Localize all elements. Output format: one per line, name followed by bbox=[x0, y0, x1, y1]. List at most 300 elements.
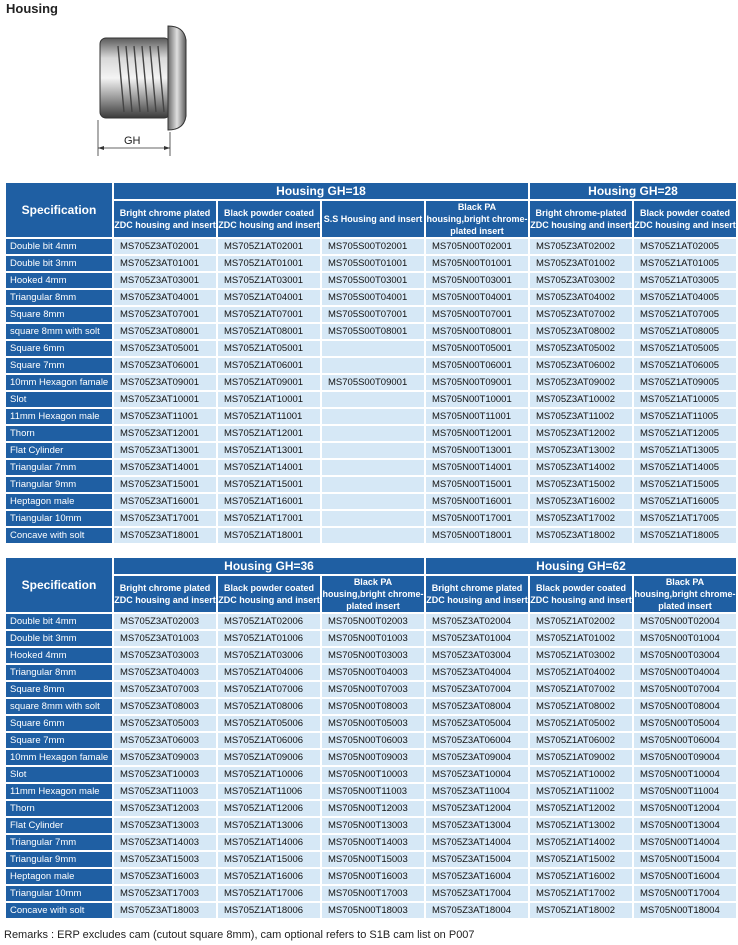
row-label: Flat Cylinder bbox=[6, 443, 112, 458]
part-number-cell: MS705Z1AT02001 bbox=[218, 239, 320, 254]
part-number-cell: MS705Z3AT08002 bbox=[530, 324, 632, 339]
part-number-cell: MS705Z1AT13002 bbox=[530, 818, 632, 833]
table-row bbox=[6, 358, 736, 373]
part-number-cell: MS705N00T11001 bbox=[426, 409, 528, 424]
part-number-cell: MS705N00T16001 bbox=[426, 494, 528, 509]
part-number-cell: MS705N00T11003 bbox=[322, 784, 424, 799]
part-number-cell: MS705Z3AT02001 bbox=[114, 239, 216, 254]
table-body bbox=[6, 614, 736, 918]
part-number-cell: MS705Z1AT07005 bbox=[634, 307, 736, 322]
part-number-cell: MS705N00T07001 bbox=[426, 307, 528, 322]
part-number-cell bbox=[322, 528, 424, 543]
part-number-cell: MS705N00T18003 bbox=[322, 903, 424, 918]
part-number-cell: MS705Z1AT07002 bbox=[530, 682, 632, 697]
table-row bbox=[6, 682, 736, 697]
part-number-cell: MS705Z1AT18001 bbox=[218, 528, 320, 543]
part-number-cell: MS705Z3AT09003 bbox=[114, 750, 216, 765]
part-number-cell: MS705N00T14003 bbox=[322, 835, 424, 850]
row-label: Square 6mm bbox=[6, 341, 112, 356]
part-number-cell: MS705Z1AT18002 bbox=[530, 903, 632, 918]
row-label: 11mm Hexagon male bbox=[6, 409, 112, 424]
column-header-row bbox=[6, 576, 736, 612]
part-number-cell: MS705Z1AT11002 bbox=[530, 784, 632, 799]
part-number-cell: MS705Z3AT13001 bbox=[114, 443, 216, 458]
row-label: Concave with solt bbox=[6, 528, 112, 543]
part-number-cell: MS705N00T09003 bbox=[322, 750, 424, 765]
part-number-cell: MS705S00T09001 bbox=[322, 375, 424, 390]
table-row bbox=[6, 716, 736, 731]
part-number-cell: MS705Z1AT10006 bbox=[218, 767, 320, 782]
part-number-cell: MS705Z1AT11006 bbox=[218, 784, 320, 799]
part-number-cell: MS705N00T17001 bbox=[426, 511, 528, 526]
part-number-cell: MS705Z1AT13006 bbox=[218, 818, 320, 833]
part-number-cell: MS705Z3AT06004 bbox=[426, 733, 528, 748]
part-number-cell: MS705Z1AT17002 bbox=[530, 886, 632, 901]
part-number-cell: MS705Z3AT17001 bbox=[114, 511, 216, 526]
table-row bbox=[6, 511, 736, 526]
part-number-cell: MS705N00T12001 bbox=[426, 426, 528, 441]
part-number-cell: MS705Z3AT05003 bbox=[114, 716, 216, 731]
table-row bbox=[6, 835, 736, 850]
table-row bbox=[6, 903, 736, 918]
part-number-cell: MS705Z3AT06002 bbox=[530, 358, 632, 373]
part-number-cell: MS705Z3AT13002 bbox=[530, 443, 632, 458]
part-number-cell: MS705N00T14001 bbox=[426, 460, 528, 475]
part-number-cell: MS705N00T17004 bbox=[634, 886, 736, 901]
part-number-cell: MS705Z1AT05002 bbox=[530, 716, 632, 731]
part-number-cell: MS705Z3AT03003 bbox=[114, 648, 216, 663]
part-number-cell: MS705Z1AT17006 bbox=[218, 886, 320, 901]
row-label: Triangular 7mm bbox=[6, 835, 112, 850]
column-header: Black powder coated ZDC housing and insert bbox=[530, 576, 632, 612]
part-number-cell: MS705N00T06003 bbox=[322, 733, 424, 748]
part-number-cell bbox=[322, 460, 424, 475]
row-label: Thorn bbox=[6, 426, 112, 441]
part-number-cell: MS705N00T15001 bbox=[426, 477, 528, 492]
part-number-cell: MS705N00T05004 bbox=[634, 716, 736, 731]
part-number-cell: MS705Z3AT15001 bbox=[114, 477, 216, 492]
part-number-cell: MS705Z1AT03002 bbox=[530, 648, 632, 663]
row-label: 10mm Hexagon famale bbox=[6, 375, 112, 390]
table-row bbox=[6, 733, 736, 748]
part-number-cell: MS705Z1AT04005 bbox=[634, 290, 736, 305]
part-number-cell: MS705Z1AT14001 bbox=[218, 460, 320, 475]
table-row bbox=[6, 886, 736, 901]
part-number-cell: MS705Z3AT12002 bbox=[530, 426, 632, 441]
part-number-cell: MS705N00T04004 bbox=[634, 665, 736, 680]
part-number-cell: MS705Z3AT06001 bbox=[114, 358, 216, 373]
part-number-cell: MS705N00T06004 bbox=[634, 733, 736, 748]
part-number-cell: MS705N00T07004 bbox=[634, 682, 736, 697]
housing-table-gh36-gh62 bbox=[4, 556, 738, 920]
part-number-cell: MS705Z3AT02004 bbox=[426, 614, 528, 629]
row-label: 10mm Hexagon famale bbox=[6, 750, 112, 765]
part-number-cell: MS705Z3AT16004 bbox=[426, 869, 528, 884]
part-number-cell: MS705Z3AT18003 bbox=[114, 903, 216, 918]
part-number-cell: MS705S00T04001 bbox=[322, 290, 424, 305]
part-number-cell: MS705N00T04003 bbox=[322, 665, 424, 680]
part-number-cell: MS705S00T01001 bbox=[322, 256, 424, 271]
part-number-cell: MS705Z3AT13004 bbox=[426, 818, 528, 833]
part-number-cell: MS705Z3AT03004 bbox=[426, 648, 528, 663]
row-label: Double bit 3mm bbox=[6, 631, 112, 646]
row-label: Triangular 10mm bbox=[6, 886, 112, 901]
part-number-cell: MS705Z3AT12004 bbox=[426, 801, 528, 816]
part-number-cell: MS705N00T03001 bbox=[426, 273, 528, 288]
part-number-cell: MS705Z3AT14003 bbox=[114, 835, 216, 850]
part-number-cell: MS705Z1AT03001 bbox=[218, 273, 320, 288]
part-number-cell: MS705N00T05001 bbox=[426, 341, 528, 356]
row-label: Square 8mm bbox=[6, 682, 112, 697]
row-label: Flat Cylinder bbox=[6, 818, 112, 833]
part-number-cell: MS705Z3AT10003 bbox=[114, 767, 216, 782]
group-header-gh18: Housing GH=18 bbox=[114, 183, 528, 199]
part-number-cell: MS705Z1AT01006 bbox=[218, 631, 320, 646]
part-number-cell: MS705N00T16003 bbox=[322, 869, 424, 884]
column-header: S.S Housing and insert bbox=[322, 201, 424, 237]
table-row bbox=[6, 290, 736, 305]
part-number-cell: MS705N00T05003 bbox=[322, 716, 424, 731]
table-row bbox=[6, 631, 736, 646]
part-number-cell: MS705Z1AT10001 bbox=[218, 392, 320, 407]
gh-dimension-label: GH bbox=[124, 135, 141, 147]
table-row bbox=[6, 494, 736, 509]
part-number-cell: MS705N00T16004 bbox=[634, 869, 736, 884]
part-number-cell: MS705N00T10004 bbox=[634, 767, 736, 782]
part-number-cell bbox=[322, 477, 424, 492]
row-label: square 8mm with solt bbox=[6, 699, 112, 714]
part-number-cell: MS705Z1AT08005 bbox=[634, 324, 736, 339]
column-header: Black powder coated ZDC housing and insert bbox=[634, 201, 736, 237]
part-number-cell bbox=[322, 426, 424, 441]
part-number-cell: MS705Z3AT02003 bbox=[114, 614, 216, 629]
part-number-cell: MS705N00T12004 bbox=[634, 801, 736, 816]
row-label: Triangular 8mm bbox=[6, 290, 112, 305]
table-row bbox=[6, 375, 736, 390]
table-row bbox=[6, 426, 736, 441]
part-number-cell: MS705N00T13003 bbox=[322, 818, 424, 833]
row-label: Concave with solt bbox=[6, 903, 112, 918]
table-row bbox=[6, 477, 736, 492]
row-label: Square 6mm bbox=[6, 716, 112, 731]
group-header-gh36: Housing GH=36 bbox=[114, 558, 424, 574]
row-label: square 8mm with solt bbox=[6, 324, 112, 339]
part-number-cell: MS705Z3AT03002 bbox=[530, 273, 632, 288]
part-number-cell: MS705Z3AT10002 bbox=[530, 392, 632, 407]
row-label: Heptagon male bbox=[6, 494, 112, 509]
part-number-cell: MS705N00T14004 bbox=[634, 835, 736, 850]
part-number-cell: MS705Z3AT11003 bbox=[114, 784, 216, 799]
part-number-cell: MS705Z3AT07002 bbox=[530, 307, 632, 322]
spec-header: Specification bbox=[6, 183, 112, 237]
part-number-cell: MS705Z1AT11001 bbox=[218, 409, 320, 424]
part-number-cell: MS705Z3AT11002 bbox=[530, 409, 632, 424]
table-row bbox=[6, 801, 736, 816]
table-row bbox=[6, 869, 736, 884]
part-number-cell: MS705Z1AT16006 bbox=[218, 869, 320, 884]
column-header: Black PA housing,bright chrome-plated insert bbox=[634, 577, 736, 611]
column-header-row bbox=[6, 201, 736, 237]
remarks-note: Remarks : ERP excludes cam (cutout square 8mm), cam optional refers to S1B cam list on P007 bbox=[4, 929, 475, 941]
part-number-cell: MS705Z1AT05005 bbox=[634, 341, 736, 356]
column-header: Bright chrome-plated ZDC housing and insert bbox=[530, 201, 632, 237]
part-number-cell: MS705Z1AT01002 bbox=[530, 631, 632, 646]
table-row bbox=[6, 443, 736, 458]
part-number-cell: MS705S00T03001 bbox=[322, 273, 424, 288]
part-number-cell: MS705N00T13001 bbox=[426, 443, 528, 458]
part-number-cell: MS705Z3AT02002 bbox=[530, 239, 632, 254]
table-row bbox=[6, 307, 736, 322]
part-number-cell: MS705Z1AT12006 bbox=[218, 801, 320, 816]
part-number-cell: MS705N00T11004 bbox=[634, 784, 736, 799]
part-number-cell: MS705Z1AT12002 bbox=[530, 801, 632, 816]
part-number-cell: MS705Z1AT04001 bbox=[218, 290, 320, 305]
group-header-gh28: Housing GH=28 bbox=[530, 183, 736, 199]
part-number-cell: MS705Z1AT04006 bbox=[218, 665, 320, 680]
part-number-cell: MS705S00T02001 bbox=[322, 239, 424, 254]
part-number-cell: MS705S00T07001 bbox=[322, 307, 424, 322]
part-number-cell: MS705Z3AT18004 bbox=[426, 903, 528, 918]
part-number-cell: MS705Z3AT09004 bbox=[426, 750, 528, 765]
table-row bbox=[6, 665, 736, 680]
part-number-cell: MS705N00T07003 bbox=[322, 682, 424, 697]
row-label: Double bit 4mm bbox=[6, 239, 112, 254]
table-row bbox=[6, 239, 736, 254]
spec-header: Specification bbox=[6, 558, 112, 612]
table-row bbox=[6, 341, 736, 356]
column-header: Black PA housing,bright chrome-plated insert bbox=[322, 577, 424, 611]
part-number-cell: MS705N00T08001 bbox=[426, 324, 528, 339]
part-number-cell: MS705Z1AT04002 bbox=[530, 665, 632, 680]
part-number-cell: MS705Z1AT11005 bbox=[634, 409, 736, 424]
table-row bbox=[6, 699, 736, 714]
part-number-cell: MS705Z3AT17002 bbox=[530, 511, 632, 526]
part-number-cell: MS705Z1AT09005 bbox=[634, 375, 736, 390]
part-number-cell: MS705Z1AT03006 bbox=[218, 648, 320, 663]
part-number-cell: MS705Z1AT17001 bbox=[218, 511, 320, 526]
part-number-cell: MS705Z1AT17005 bbox=[634, 511, 736, 526]
column-header: Black powder coated ZDC housing and insert bbox=[218, 201, 320, 237]
part-number-cell: MS705Z3AT04002 bbox=[530, 290, 632, 305]
part-number-cell: MS705Z3AT08004 bbox=[426, 699, 528, 714]
part-number-cell: MS705Z3AT17004 bbox=[426, 886, 528, 901]
part-number-cell: MS705Z1AT02002 bbox=[530, 614, 632, 629]
housing-illustration bbox=[90, 20, 200, 160]
part-number-cell bbox=[322, 443, 424, 458]
part-number-cell: MS705N00T10001 bbox=[426, 392, 528, 407]
part-number-cell: MS705Z3AT16001 bbox=[114, 494, 216, 509]
part-number-cell: MS705N00T08003 bbox=[322, 699, 424, 714]
row-label: Hooked 4mm bbox=[6, 273, 112, 288]
row-label: Double bit 3mm bbox=[6, 256, 112, 271]
table-row bbox=[6, 256, 736, 271]
part-number-cell: MS705Z3AT04003 bbox=[114, 665, 216, 680]
part-number-cell: MS705N00T15004 bbox=[634, 852, 736, 867]
part-number-cell: MS705Z1AT15005 bbox=[634, 477, 736, 492]
part-number-cell: MS705Z1AT02006 bbox=[218, 614, 320, 629]
part-number-cell: MS705Z3AT17003 bbox=[114, 886, 216, 901]
row-label: Triangular 9mm bbox=[6, 477, 112, 492]
part-number-cell: MS705Z3AT04004 bbox=[426, 665, 528, 680]
part-number-cell: MS705Z3AT11001 bbox=[114, 409, 216, 424]
part-number-cell: MS705Z3AT08003 bbox=[114, 699, 216, 714]
part-number-cell bbox=[322, 494, 424, 509]
part-number-cell: MS705Z3AT05004 bbox=[426, 716, 528, 731]
column-header: Black powder coated ZDC housing and insert bbox=[218, 576, 320, 612]
part-number-cell bbox=[322, 341, 424, 356]
part-number-cell: MS705Z1AT13005 bbox=[634, 443, 736, 458]
table-row bbox=[6, 324, 736, 339]
part-number-cell: MS705N00T04001 bbox=[426, 290, 528, 305]
part-number-cell: MS705Z1AT18006 bbox=[218, 903, 320, 918]
part-number-cell: MS705Z3AT07001 bbox=[114, 307, 216, 322]
table-row bbox=[6, 750, 736, 765]
part-number-cell: MS705Z3AT16002 bbox=[530, 494, 632, 509]
part-number-cell: MS705Z1AT14005 bbox=[634, 460, 736, 475]
row-label: Triangular 10mm bbox=[6, 511, 112, 526]
part-number-cell: MS705Z1AT16002 bbox=[530, 869, 632, 884]
table-row bbox=[6, 273, 736, 288]
part-number-cell bbox=[322, 511, 424, 526]
part-number-cell: MS705Z3AT01001 bbox=[114, 256, 216, 271]
table-row bbox=[6, 818, 736, 833]
part-number-cell: MS705N00T18001 bbox=[426, 528, 528, 543]
part-number-cell: MS705N00T18004 bbox=[634, 903, 736, 918]
part-number-cell: MS705Z3AT11004 bbox=[426, 784, 528, 799]
part-number-cell: MS705Z1AT07006 bbox=[218, 682, 320, 697]
part-number-cell: MS705Z1AT06002 bbox=[530, 733, 632, 748]
part-number-cell: MS705Z3AT18001 bbox=[114, 528, 216, 543]
table-row bbox=[6, 614, 736, 629]
part-number-cell: MS705Z3AT13003 bbox=[114, 818, 216, 833]
part-number-cell: MS705Z1AT01001 bbox=[218, 256, 320, 271]
part-number-cell: MS705Z3AT04001 bbox=[114, 290, 216, 305]
part-number-cell: MS705Z3AT07003 bbox=[114, 682, 216, 697]
column-header: Bright chrome plated ZDC housing and insert bbox=[114, 201, 216, 237]
part-number-cell bbox=[322, 358, 424, 373]
part-number-cell: MS705S00T08001 bbox=[322, 324, 424, 339]
part-number-cell: MS705N00T12003 bbox=[322, 801, 424, 816]
part-number-cell: MS705Z1AT09001 bbox=[218, 375, 320, 390]
part-number-cell: MS705Z1AT01005 bbox=[634, 256, 736, 271]
part-number-cell: MS705Z1AT16001 bbox=[218, 494, 320, 509]
row-label: Slot bbox=[6, 767, 112, 782]
table-body bbox=[6, 239, 736, 543]
group-header-gh62: Housing GH=62 bbox=[426, 558, 736, 574]
table-row bbox=[6, 852, 736, 867]
column-header: Bright chrome plated ZDC housing and insert bbox=[426, 576, 528, 612]
part-number-cell: MS705N00T02001 bbox=[426, 239, 528, 254]
housing-table-gh18-gh28 bbox=[4, 181, 738, 545]
part-number-cell: MS705Z1AT18005 bbox=[634, 528, 736, 543]
part-number-cell: MS705Z1AT09006 bbox=[218, 750, 320, 765]
part-number-cell: MS705N00T02003 bbox=[322, 614, 424, 629]
part-number-cell: MS705N00T09004 bbox=[634, 750, 736, 765]
part-number-cell: MS705Z3AT15004 bbox=[426, 852, 528, 867]
part-number-cell: MS705Z3AT14004 bbox=[426, 835, 528, 850]
part-number-cell: MS705Z1AT05001 bbox=[218, 341, 320, 356]
part-number-cell: MS705Z1AT14002 bbox=[530, 835, 632, 850]
part-number-cell: MS705Z1AT10002 bbox=[530, 767, 632, 782]
row-label: Hooked 4mm bbox=[6, 648, 112, 663]
part-number-cell: MS705Z3AT05002 bbox=[530, 341, 632, 356]
row-label: Square 7mm bbox=[6, 358, 112, 373]
row-label: Double bit 4mm bbox=[6, 614, 112, 629]
column-header: Black PA housing,bright chrome-plated insert bbox=[426, 202, 528, 236]
row-label: Square 8mm bbox=[6, 307, 112, 322]
row-label: Thorn bbox=[6, 801, 112, 816]
row-label: Heptagon male bbox=[6, 869, 112, 884]
table-row bbox=[6, 784, 736, 799]
part-number-cell: MS705N00T01004 bbox=[634, 631, 736, 646]
part-number-cell: MS705Z3AT16003 bbox=[114, 869, 216, 884]
housing-drawing bbox=[90, 20, 200, 165]
part-number-cell: MS705Z1AT08001 bbox=[218, 324, 320, 339]
part-number-cell: MS705Z1AT05006 bbox=[218, 716, 320, 731]
part-number-cell: MS705Z1AT03005 bbox=[634, 273, 736, 288]
part-number-cell: MS705Z1AT02005 bbox=[634, 239, 736, 254]
part-number-cell: MS705Z3AT01003 bbox=[114, 631, 216, 646]
part-number-cell: MS705N00T17003 bbox=[322, 886, 424, 901]
part-number-cell: MS705Z3AT08001 bbox=[114, 324, 216, 339]
part-number-cell: MS705Z1AT15001 bbox=[218, 477, 320, 492]
part-number-cell: MS705Z1AT07001 bbox=[218, 307, 320, 322]
part-number-cell bbox=[322, 409, 424, 424]
part-number-cell: MS705N00T01001 bbox=[426, 256, 528, 271]
part-number-cell: MS705N00T10003 bbox=[322, 767, 424, 782]
table-row bbox=[6, 409, 736, 424]
part-number-cell: MS705Z1AT06001 bbox=[218, 358, 320, 373]
part-number-cell: MS705Z1AT13001 bbox=[218, 443, 320, 458]
table-row bbox=[6, 392, 736, 407]
table-row bbox=[6, 460, 736, 475]
part-number-cell: MS705Z3AT10004 bbox=[426, 767, 528, 782]
part-number-cell: MS705Z1AT08006 bbox=[218, 699, 320, 714]
part-number-cell: MS705Z3AT12001 bbox=[114, 426, 216, 441]
part-number-cell: MS705Z3AT06003 bbox=[114, 733, 216, 748]
part-number-cell: MS705Z3AT10001 bbox=[114, 392, 216, 407]
part-number-cell: MS705Z3AT01004 bbox=[426, 631, 528, 646]
part-number-cell: MS705N00T03003 bbox=[322, 648, 424, 663]
part-number-cell: MS705N00T03004 bbox=[634, 648, 736, 663]
part-number-cell: MS705N00T06001 bbox=[426, 358, 528, 373]
part-number-cell: MS705Z1AT10005 bbox=[634, 392, 736, 407]
part-number-cell: MS705Z3AT14002 bbox=[530, 460, 632, 475]
table-row bbox=[6, 767, 736, 782]
row-label: 11mm Hexagon male bbox=[6, 784, 112, 799]
part-number-cell: MS705N00T02004 bbox=[634, 614, 736, 629]
table-row bbox=[6, 528, 736, 543]
part-number-cell: MS705Z1AT06005 bbox=[634, 358, 736, 373]
row-label: Triangular 8mm bbox=[6, 665, 112, 680]
part-number-cell: MS705Z1AT15006 bbox=[218, 852, 320, 867]
page-title: Housing bbox=[6, 1, 58, 16]
part-number-cell: MS705Z3AT15002 bbox=[530, 477, 632, 492]
part-number-cell bbox=[322, 392, 424, 407]
row-label: Triangular 9mm bbox=[6, 852, 112, 867]
part-number-cell: MS705Z3AT07004 bbox=[426, 682, 528, 697]
row-label: Slot bbox=[6, 392, 112, 407]
part-number-cell: MS705N00T09001 bbox=[426, 375, 528, 390]
part-number-cell: MS705Z3AT15003 bbox=[114, 852, 216, 867]
part-number-cell: MS705N00T15003 bbox=[322, 852, 424, 867]
part-number-cell: MS705Z1AT12005 bbox=[634, 426, 736, 441]
part-number-cell: MS705Z1AT12001 bbox=[218, 426, 320, 441]
column-header: Bright chrome plated ZDC housing and insert bbox=[114, 576, 216, 612]
part-number-cell: MS705Z3AT12003 bbox=[114, 801, 216, 816]
part-number-cell: MS705Z3AT01002 bbox=[530, 256, 632, 271]
part-number-cell: MS705Z1AT09002 bbox=[530, 750, 632, 765]
